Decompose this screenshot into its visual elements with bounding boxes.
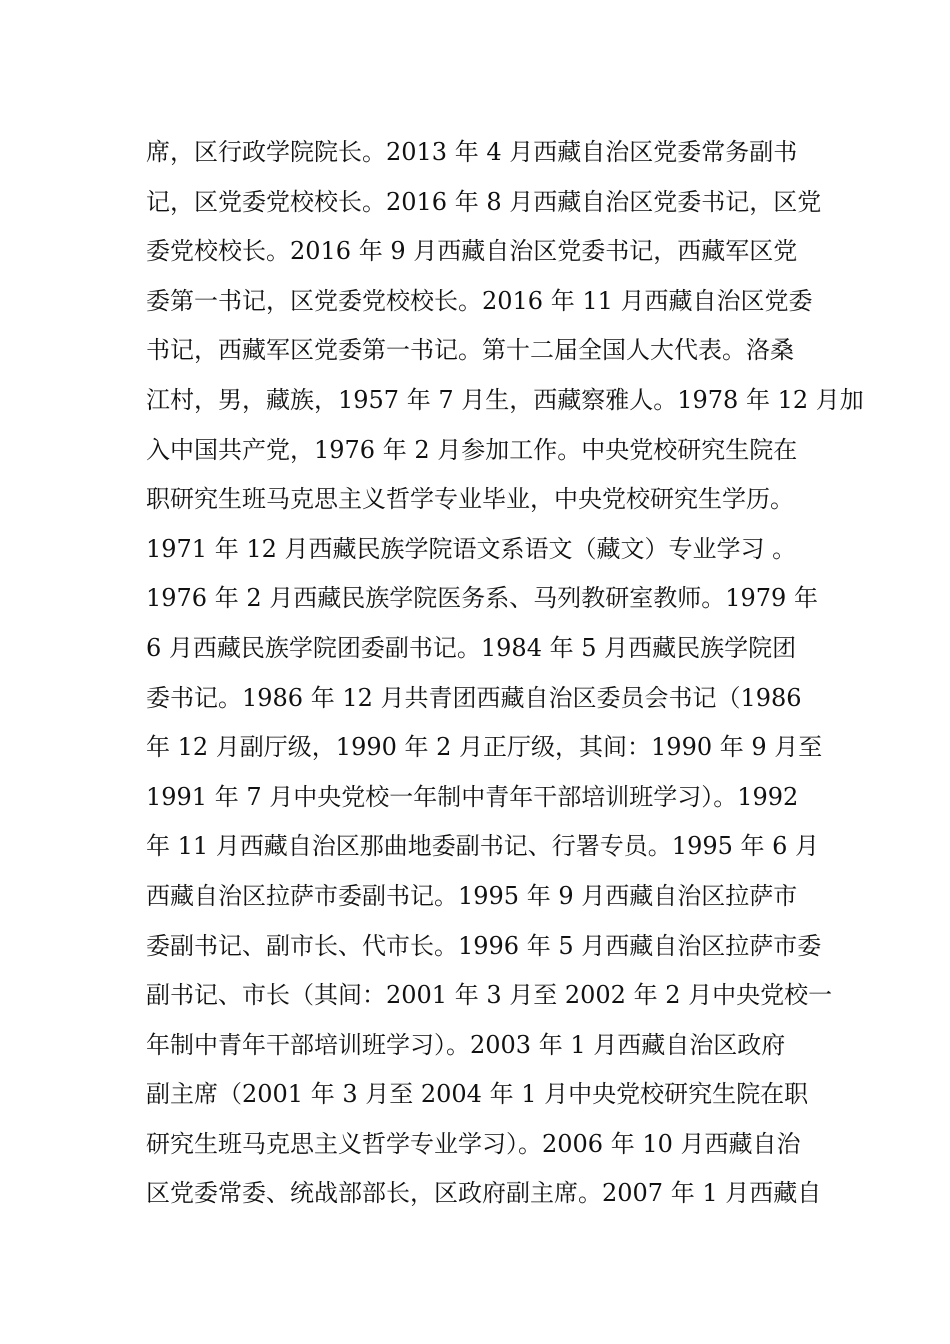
text-line: 年 11 月西藏自治区那曲地委副书记、行署专员。1995 年 6 月	[146, 832, 820, 861]
text-line: 1991 年 7 月中央党校一年制中青年干部培训班学习）。1992	[146, 782, 799, 811]
text-line: 委副书记、副市长、代市长。1996 年 5 月西藏自治区拉萨市委	[146, 931, 822, 960]
text-line: 副书记、市长（其间：2001 年 3 月至 2002 年 2 月中央党校一	[146, 981, 833, 1010]
body-text	[146, 128, 864, 1219]
text-line: 入中国共产党，1976 年 2 月参加工作。中央党校研究生院在	[146, 435, 798, 464]
text-line: 6 月西藏民族学院团委副书记。1984 年 5 月西藏民族学院团	[146, 633, 797, 662]
text-line: 职研究生班马克思主义哲学专业毕业，中央党校研究生学历。	[146, 485, 794, 514]
text-line: 书记，西藏军区党委第一书记。第十二届全国人大代表。洛桑	[146, 336, 794, 365]
text-line: 年 12 月副厅级，1990 年 2 月正厅级，其间：1990 年 9 月至	[146, 733, 823, 762]
text-line: 西藏自治区拉萨市委副书记。1995 年 9 月西藏自治区拉萨市	[146, 881, 798, 910]
text-line: 席，区行政学院院长。2013 年 4 月西藏自治区党委常务副书	[146, 138, 798, 166]
text-line: 江村，男，藏族，1957 年 7 月生，西藏察雅人。1978 年 12 月加	[146, 385, 864, 414]
text-line: 区党委常委、统战部部长，区政府副主席。2007 年 1 月西藏自	[146, 1179, 822, 1208]
text-line: 研究生班马克思主义哲学专业学习）。2006 年 10 月西藏自治	[146, 1129, 801, 1158]
text-line: 1971 年 12 月西藏民族学院语文系语文（藏文）专业学习 。	[146, 534, 797, 563]
text-line: 年制中青年干部培训班学习）。2003 年 1 月西藏自治区政府	[146, 1030, 786, 1059]
text-line: 委书记。1986 年 12 月共青团西藏自治区委员会书记（1986	[146, 683, 802, 712]
text-line: 记，区党委党校校长。2016 年 8 月西藏自治区党委书记，区党	[146, 187, 822, 216]
text-line: 副主席（2001 年 3 月至 2004 年 1 月中央党校研究生院在职	[146, 1080, 809, 1109]
text-line: 委第一书记，区党委党校校长。2016 年 11 月西藏自治区党委	[146, 286, 813, 315]
text-line: 1976 年 2 月西藏民族学院医务系、马列教研室教师。1979 年	[146, 584, 818, 613]
text-line: 委党校校长。2016 年 9 月西藏自治区党委书记，西藏军区党	[146, 237, 798, 266]
